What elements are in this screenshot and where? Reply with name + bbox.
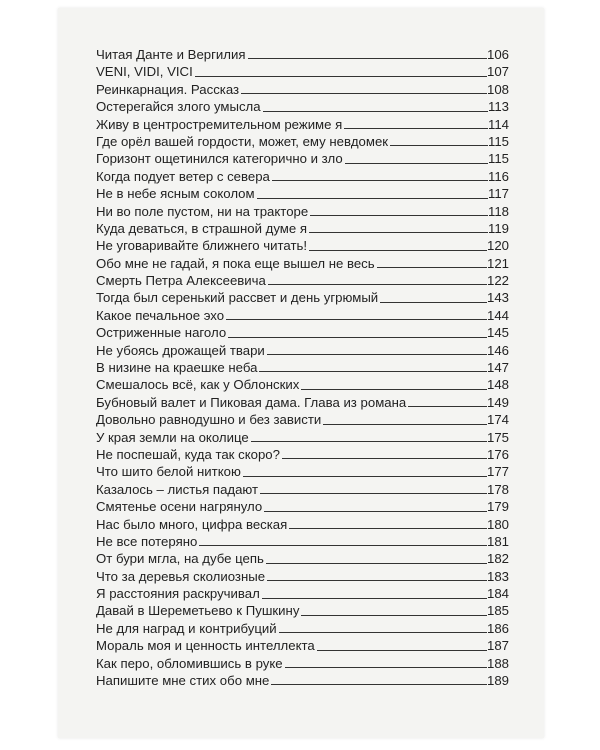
toc-entry-title: Мораль моя и ценность интеллекта [96,638,315,654]
toc-leader-line [248,58,487,59]
toc-leader-line [289,528,487,529]
toc-entry-page-number: 149 [486,394,509,410]
toc-entry-title: Обо мне не гадай, я пока еще вышел не весь [96,255,375,271]
toc-entry-title: Нас было много, цифра веская [96,516,288,532]
toc-leader-line [271,684,487,685]
toc-entry [96,116,509,133]
toc-entry-title: Довольно равнодушно и без зависти [96,412,322,428]
toc-entry [96,289,509,306]
toc-leader-line [317,650,487,651]
toc-leader-line [345,163,488,164]
toc-leader-line [226,319,487,320]
toc-entry-page-number: 122 [486,273,509,289]
toc-entry-page-number: 178 [486,481,509,497]
toc-entry-page-number: 189 [486,673,509,689]
toc-entry-title: Какое печальное эхо [96,307,225,323]
toc-entry [96,81,509,98]
toc-entry-title: Казалось – листья падают [96,481,259,497]
toc-leader-line [282,458,487,459]
toc-entry-title: Смятенье осени нагрянуло [96,499,263,515]
toc-entry [96,637,509,654]
toc-entry-title: У края земли на околице [96,429,249,445]
toc-entry-page-number: 115 [487,133,509,149]
toc-entry-page-number: 181 [486,533,509,549]
toc-entry [96,429,509,446]
toc-entry-page-number: 148 [486,377,509,393]
toc-entry-title: Смешалось всё, как у Облонских [96,377,300,393]
toc-entry-page-number: 143 [486,290,509,306]
toc-entry-title: Не для наград и контрибуций [96,620,277,636]
toc-entry [96,516,509,533]
toc-entry-title: Как перо, обломившись в руке [96,655,283,671]
toc-entry-page-number: 116 [487,168,509,184]
toc-leader-line [408,406,487,407]
toc-leader-line [301,615,487,616]
toc-entry [96,203,509,220]
toc-entry [96,463,509,480]
toc-entry-title: От бури мгла, на дубе цепь [96,551,264,567]
toc-leader-line [228,337,487,338]
toc-entry-page-number: 184 [486,586,509,602]
toc-entry [96,481,509,498]
toc-entry [96,98,509,115]
toc-entry [96,498,509,515]
toc-entry-title: Бубновый валет и Пиковая дама. Глава из романа [96,394,407,410]
toc-leader-line [390,145,488,146]
toc-entry-page-number: 176 [486,446,509,462]
toc-entry-title: Остерегайся злого умысла [96,99,261,115]
toc-entry-title: В низине на краешке неба [96,360,258,376]
toc-entry [96,620,509,637]
toc-leader-line [260,493,487,494]
toc-entry-page-number: 107 [486,64,509,80]
toc-leader-line [310,215,488,216]
toc-entry [96,603,509,620]
toc-entry-title: Не все потеряно [96,533,198,549]
toc-leader-line [241,93,487,94]
toc-entry-title: Живу в центростремительном режиме я [96,116,343,132]
toc-entry-title: Реинкарнация. Рассказ [96,81,240,97]
toc-entry-page-number: 115 [487,151,509,167]
toc-entry-page-number: 175 [486,429,509,445]
toc-entry-title: Ни во поле пустом, ни на тракторе [96,203,309,219]
toc-leader-line [266,563,487,564]
toc-leader-line [264,511,487,512]
toc-leader-line [199,545,487,546]
table-of-contents [96,46,509,689]
toc-entry [96,359,509,376]
toc-entry [96,342,509,359]
toc-leader-line [272,180,488,181]
toc-entry-page-number: 188 [486,655,509,671]
toc-entry [96,533,509,550]
toc-entry-title: Давай в Шереметьево к Пушкину [96,603,300,619]
toc-entry [96,655,509,672]
toc-leader-line [268,284,487,285]
toc-entry-title: Не в небе ясным соколом [96,186,255,202]
toc-entry-page-number: 108 [486,81,509,97]
toc-entry-page-number: 180 [486,516,509,532]
toc-entry-page-number: 118 [487,203,509,219]
toc-entry-page-number: 114 [487,116,509,132]
toc-entry [96,272,509,289]
toc-entry [96,446,509,463]
toc-entry-page-number: 183 [486,568,509,584]
toc-entry-page-number: 179 [486,499,509,515]
toc-entry [96,585,509,602]
toc-entry-title: Остриженные наголо [96,325,227,341]
toc-leader-line [323,424,487,425]
toc-entry-page-number: 120 [486,238,509,254]
toc-entry-title: Где орёл вашей гордости, может, ему невдомек [96,133,389,149]
toc-entry-page-number: 185 [486,603,509,619]
toc-entry-title: Смерть Петра Алексеевича [96,273,266,289]
toc-leader-line [263,111,488,112]
toc-entry-page-number: 187 [486,638,509,654]
toc-leader-line [262,598,487,599]
toc-entry [96,255,509,272]
toc-entry [96,133,509,150]
toc-entry-title: Я расстояния раскручивал [96,586,260,602]
toc-entry [96,672,509,689]
toc-entry-page-number: 182 [486,551,509,567]
toc-entry-page-number: 146 [486,342,509,358]
toc-entry-title: Горизонт ощетинился категорично и зло [96,151,343,167]
toc-entry-page-number: 147 [486,360,509,376]
toc-leader-line [309,250,487,251]
toc-entry-page-number: 144 [486,307,509,323]
toc-entry-title: Не убоясь дрожащей твари [96,342,265,358]
toc-entry [96,568,509,585]
toc-entry [96,63,509,80]
toc-leader-line [380,302,487,303]
toc-entry [96,376,509,393]
toc-entry-title: Что за деревья сколиозные [96,568,266,584]
toc-leader-line [251,441,487,442]
toc-entry [96,307,509,324]
toc-entry-page-number: 121 [486,255,509,271]
toc-leader-line [279,632,487,633]
toc-entry-title: Когда подует ветер с севера [96,168,270,184]
toc-leader-line [195,76,487,77]
toc-entry-title: Напишите мне стих обо мне [96,673,270,689]
toc-leader-line [243,476,487,477]
toc-entry [96,150,509,167]
toc-entry-page-number: 106 [486,46,509,62]
toc-entry-title: Тогда был серенький рассвет и день угрюмый [96,290,379,306]
toc-entry [96,394,509,411]
toc-leader-line [301,389,487,390]
toc-entry-title: Не поспешай, куда так скоро? [96,446,280,462]
toc-leader-line [257,198,488,199]
toc-entry-page-number: 119 [487,220,509,236]
toc-entry-title: Не уговаривайте ближнего читать! [96,238,308,254]
toc-entry [96,220,509,237]
toc-leader-line [267,354,487,355]
toc-entry [96,185,509,202]
toc-leader-line [285,667,487,668]
toc-leader-line [377,267,487,268]
toc-entry [96,324,509,341]
toc-entry [96,550,509,567]
toc-entry-page-number: 177 [486,464,509,480]
toc-entry-title: Что шито белой ниткою [96,464,241,480]
toc-entry [96,237,509,254]
toc-entry-page-number: 113 [487,99,509,115]
toc-entry-page-number: 117 [487,186,509,202]
toc-entry-page-number: 186 [486,620,509,636]
toc-entry-title: Куда деваться, в страшной думе я [96,220,307,236]
toc-entry-title: Читая Данте и Вергилия [96,46,246,62]
toc-leader-line [309,232,488,233]
toc-entry [96,46,509,63]
toc-entry-page-number: 174 [486,412,509,428]
toc-leader-line [344,128,488,129]
toc-entry [96,168,509,185]
toc-leader-line [259,371,487,372]
toc-entry-page-number: 145 [486,325,509,341]
toc-entry [96,411,509,428]
toc-entry-title: VENI, VIDI, VICI [96,64,193,80]
toc-leader-line [267,580,487,581]
